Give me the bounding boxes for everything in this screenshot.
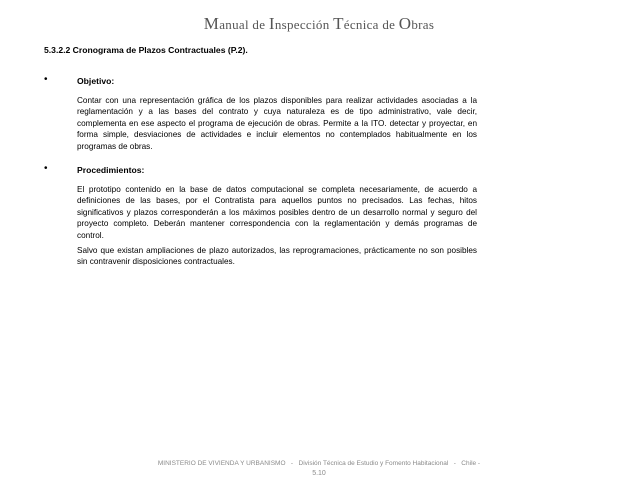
objetivo-heading: Objetivo: xyxy=(77,76,115,86)
bullet-procedimientos: • xyxy=(44,163,48,174)
footer-text: MINISTERIO DE VIVIENDA Y URBANISMO - División Técnica de Estudio y Fomento Habitacional - Chile - xyxy=(157,460,481,467)
procedimientos-paragraph-2: Salvo que existan ampliaciones de plazo autorizados, las reprogramaciones, prácticamente no son posibles sin contravenir disposiciones contractuales. xyxy=(77,246,477,267)
objetivo-paragraph: Contar con una representación gráfica de los plazos disponibles para realizar actividades asociadas a la reglamentación y a las bases del contrato y cuya naturaleza es de tipo administrativo, vale decir, complementa en ese aspecto el programa de ejecución de obras. Permite a la ITO. detectar y proyectar, en forma simple, desviaciones de actividades e incluir elementos no contemplados habitualmente en los programas de obras. xyxy=(77,96,477,151)
procedimientos-paragraph-1: El prototipo contenido en la base de datos computacional se completa necesariamente, de acuerdo a definiciones de las bases, por el Contratista para aquellos puntos no precisados. Las fechas, hitos significativos y plazos corresponderán a los máximos posibles dentro de un desarrollo normal y seguro del proyecto completo. Deberán mantener correspondencia con la reglamentación y demás programas de control. xyxy=(77,185,477,240)
bullet-objetivo: • xyxy=(44,74,48,85)
page-header: Manual de Inspección Técnica de Obras xyxy=(203,14,435,33)
page-footer xyxy=(0,460,638,467)
procedimientos-heading: Procedimientos: xyxy=(77,165,145,175)
section-title: 5.3.2.2 Cronograma de Plazos Contractuales (P.2). xyxy=(44,45,248,55)
page-number: 5.10 xyxy=(312,470,326,477)
